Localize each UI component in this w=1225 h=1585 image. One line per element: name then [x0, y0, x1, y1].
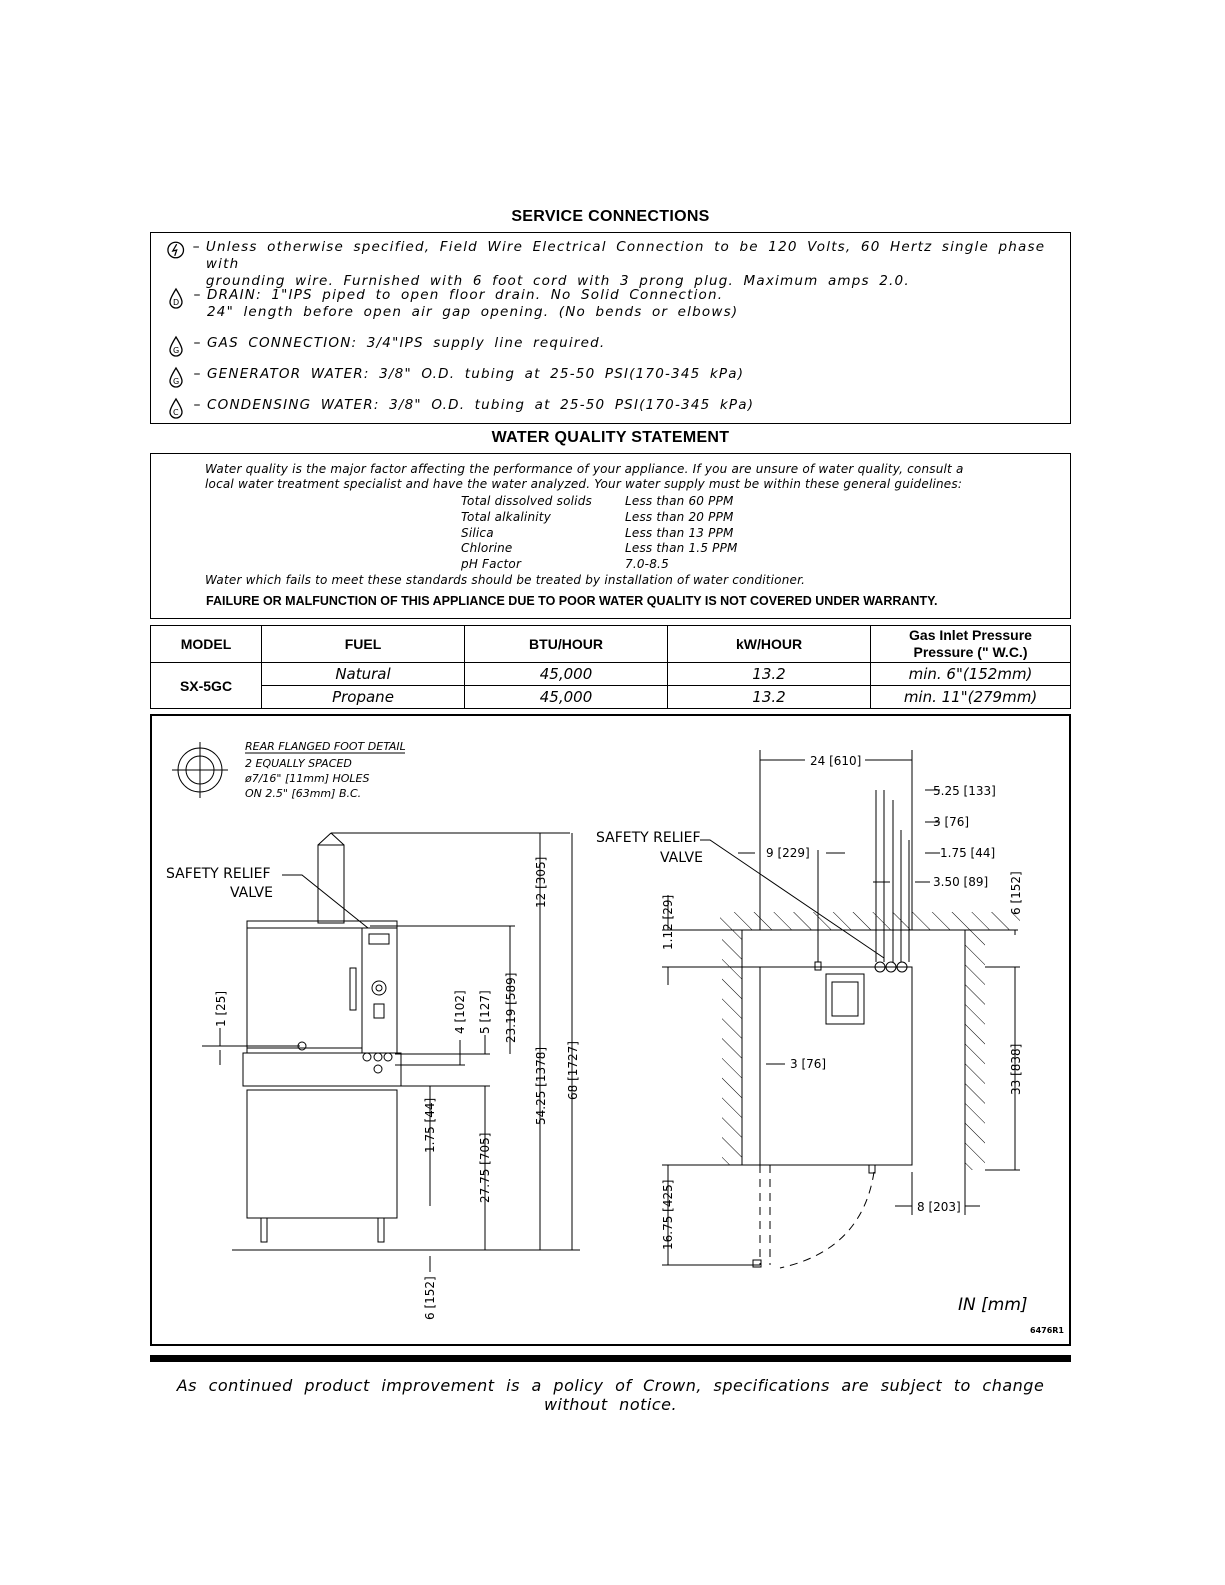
dim-12: 12 [305]	[534, 856, 548, 908]
svg-text:G: G	[173, 346, 180, 355]
dim-5: 5 [127]	[478, 990, 492, 1034]
header-fuel: FUEL	[262, 626, 465, 663]
svg-text:G: G	[173, 377, 180, 386]
btu-cell: 45,000	[465, 686, 668, 709]
service-text-line: CONDENSING WATER: 3/8" O.D. tubing at 25-50 PSI(170-345 kPa)	[207, 397, 755, 413]
svg-text:D: D	[173, 298, 180, 307]
guideline-value: Less than 60 PPM	[625, 494, 734, 508]
service-text-line: GAS CONNECTION: 3/4"IPS supply line required.	[207, 335, 606, 351]
warranty-warning: FAILURE OR MALFUNCTION OF THIS APPLIANCE DUE TO POOR WATER QUALITY IS NOT COVERED UNDER WARRANTY.	[206, 594, 938, 608]
dim-54-25: 54.25 [1378]	[534, 1046, 548, 1125]
fuel-cell: Natural	[262, 663, 465, 686]
service-text-line: Unless otherwise specified, Field Wire Electrical Connection to be 120 Volts, 60 Hertz single phase with	[205, 239, 1046, 272]
footer-rule	[150, 1355, 1071, 1362]
dim-23-19: 23.19 [589]	[504, 972, 518, 1043]
guideline-name: Chlorine	[461, 541, 513, 555]
dim-6-right: 6 [152]	[1009, 871, 1023, 915]
dim-9: 9 [229]	[766, 846, 810, 860]
guideline-value: Less than 1.5 PPM	[625, 541, 738, 555]
dim-1-75-right: 1.75 [44]	[940, 846, 996, 860]
water-intro-1: Water quality is the major factor affecting the performance of your appliance. If you are unsure of water quality, consult a	[205, 462, 964, 476]
header-btu: BTU/HOUR	[465, 626, 668, 663]
service-text-line: GENERATOR WATER: 3/8" O.D. tubing at 25-50 PSI(170-345 kPa)	[207, 366, 745, 382]
units-label: IN [mm]	[958, 1295, 1028, 1315]
guideline-name: Total dissolved solids	[461, 494, 592, 508]
btu-cell: 45,000	[465, 663, 668, 686]
dim-5-25: 5.25 [133]	[933, 784, 996, 798]
dim-8: 8 [203]	[917, 1200, 961, 1214]
service-text-line: DRAIN: 1"IPS piped to open floor drain. No Solid Connection.	[207, 287, 724, 303]
left-valve-label-2: VALVE	[230, 885, 273, 901]
kw-cell: 13.2	[668, 663, 871, 686]
dim-1-12: 1.12 [29]	[661, 894, 675, 950]
guideline-value: Less than 13 PPM	[625, 526, 734, 540]
dim-6: 6 [152]	[423, 1276, 437, 1320]
dim-1: 1 [25]	[214, 990, 228, 1027]
service-text-line: 24" length before open air gap opening. (No bends or elbows)	[207, 304, 739, 320]
footer-notice: As continued product improvement is a policy of Crown, specifications are subject to change without notice.	[176, 1376, 1045, 1414]
service-item-gas: G – GAS CONNECTION: 3/4"IPS supply line required.	[165, 335, 1065, 357]
dim-3-inner: 3 [76]	[790, 1057, 827, 1071]
header-gas-pressure-line2: Pressure (" W.C.)	[913, 644, 1028, 660]
service-item-generator-water: G – GENERATOR WATER: 3/8" O.D. tubing at 25-50 PSI(170-345 kPa)	[165, 366, 1065, 388]
left-valve-label-1: SAFETY RELIEF	[166, 866, 271, 882]
dim-3-50: 3.50 [89]	[933, 875, 989, 889]
pressure-cell: min. 11"(279mm)	[871, 686, 1071, 709]
foot-title: REAR FLANGED FOOT DETAIL	[245, 740, 406, 753]
svg-text:C: C	[173, 408, 179, 417]
foot-line: 2 EQUALLY SPACED	[245, 757, 352, 770]
dim-27-75: 27.75 [705]	[478, 1132, 492, 1203]
dim-16-75: 16.75 [425]	[661, 1179, 675, 1250]
header-model: MODEL	[151, 626, 262, 663]
guideline-name: pH Factor	[461, 557, 522, 571]
service-item-drain: D – DRAIN: 1"IPS piped to open floor drain. No Solid Connection. 24" length before open air gap opening. (No bends or elbows)	[165, 287, 1065, 321]
model-cell: SX-5GC	[151, 663, 262, 709]
right-valve-label-2: VALVE	[660, 850, 703, 866]
water-heading: WATER QUALITY STATEMENT	[491, 429, 730, 446]
water-intro-2: local water treatment specialist and have the water analyzed. Your water supply must be within these general guidelines:	[205, 477, 963, 491]
fuel-cell: Propane	[262, 686, 465, 709]
service-item-electrical: – Unless otherwise specified, Field Wire Electrical Connection to be 120 Volts, 60 Hertz single phase with grounding wire. Furnished with 6 foot cord with 3 prong plug. Maximum amps 2.0.	[165, 239, 1065, 290]
guideline-value: Less than 20 PPM	[625, 510, 734, 524]
left-valve-leader	[282, 875, 368, 928]
guideline-value: 7.0-8.5	[625, 557, 669, 571]
header-kw: kW/HOUR	[668, 626, 871, 663]
dim-24: 24 [610]	[810, 754, 862, 768]
appliance-front-view	[232, 833, 570, 1250]
water-closing: Water which fails to meet these standards should be treated by installation of water conditioner.	[205, 573, 806, 587]
guideline-name: Silica	[461, 526, 494, 540]
service-item-condensing-water: C – CONDENSING WATER: 3/8" O.D. tubing at 25-50 PSI(170-345 kPa)	[165, 397, 1065, 419]
dim-4: 4 [102]	[453, 990, 467, 1034]
foot-detail-symbol	[172, 742, 228, 798]
service-heading: SERVICE CONNECTIONS	[511, 208, 710, 225]
service-text-line: grounding wire. Furnished with 6 foot cord with 3 prong plug. Maximum amps 2.0.	[205, 273, 910, 289]
dim-1-75: 1.75 [44]	[423, 1097, 437, 1153]
dim-33: 33 [838]	[1009, 1043, 1023, 1095]
foot-line: ON 2.5" [63mm] B.C.	[245, 787, 362, 800]
right-valve-label-1: SAFETY RELIEF	[596, 830, 701, 846]
kw-cell: 13.2	[668, 686, 871, 709]
dim-3-top: 3 [76]	[933, 815, 970, 829]
drawing-number: 6476R1	[1030, 1326, 1064, 1335]
header-gas-pressure-line1: Gas Inlet Pressure	[909, 627, 1032, 643]
guideline-name: Total alkalinity	[461, 510, 552, 524]
dim-68: 68 [1727]	[566, 1041, 580, 1100]
pressure-cell: min. 6"(152mm)	[871, 663, 1071, 686]
foot-line: ø7/16" [11mm] HOLES	[245, 772, 370, 785]
